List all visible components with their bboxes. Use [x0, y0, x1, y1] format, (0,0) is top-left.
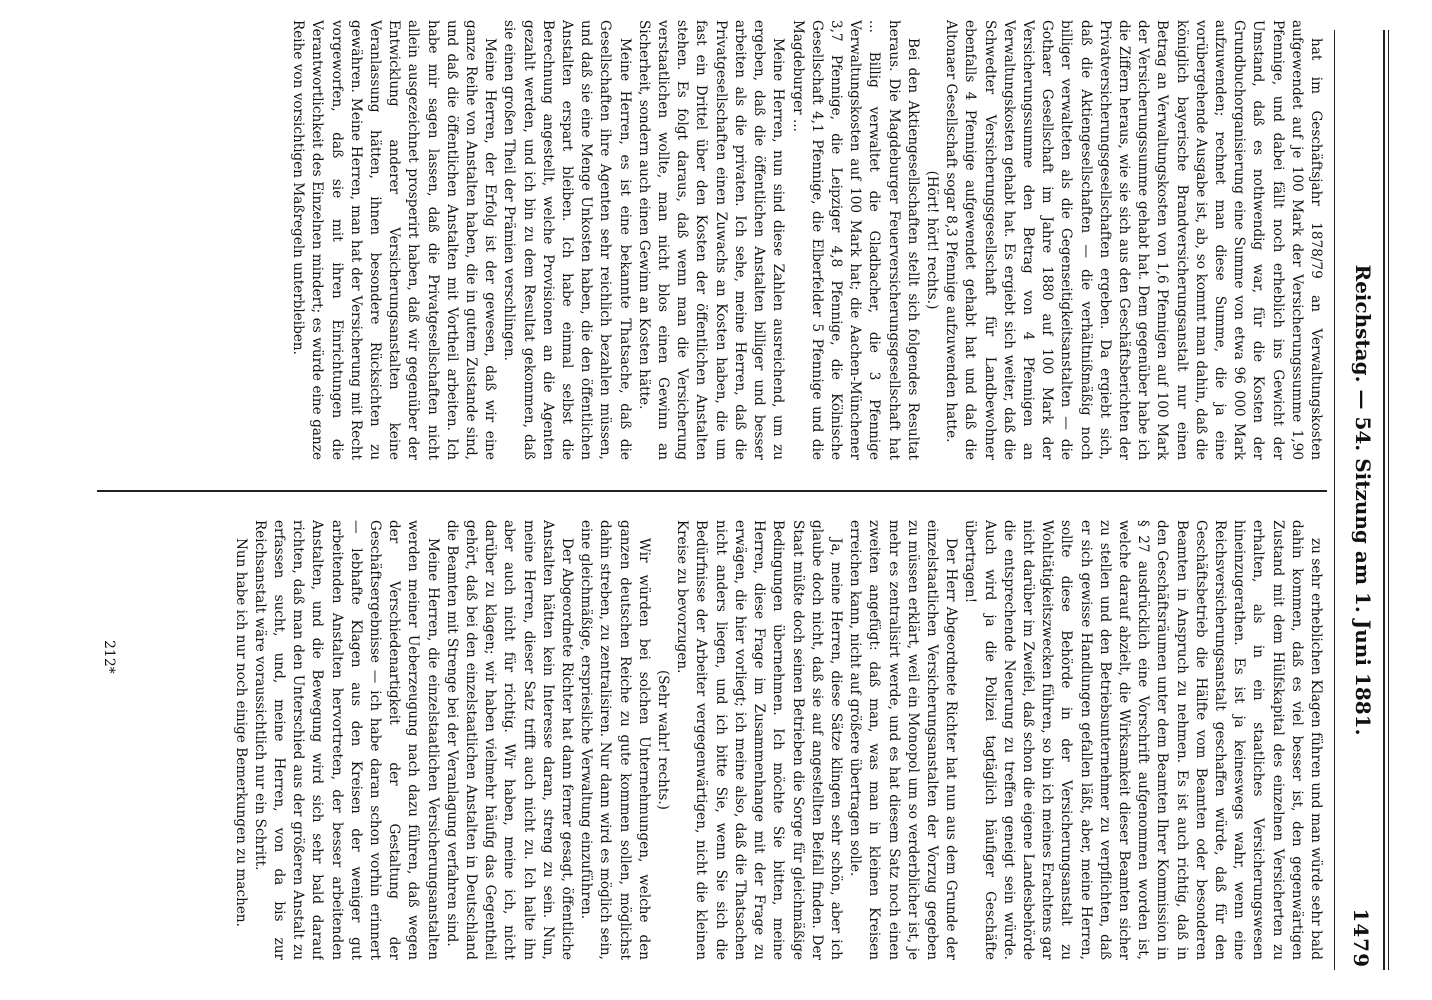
paragraph: Wir würden bei solchen Unternehmungen, welche den ganzen deutschen Reiche zu gute kommen sollen, möglichst dahin streben, zu zentralisiren. Nur dann wird es möglich sein, eine gleichmäßige, erspriesliche Verwaltung einzuführen. [578, 520, 652, 960]
column-divider [97, 490, 1327, 492]
paragraph: zu sehr erheblichen Klagen führen und man würde sehr bald dahin kommen, daß es viel besser ist, den gegenwärtigen Zustand mit dem Hülfskapital des einzelnen Versicherten zu erhalten, als in ein staatliches Versicherungswesen hineinzugerathen. Es ist ja keineswegs wahr, wenn eine Reichsversicherungsanstalt geschaffen würde, daß für den Geschäftsbetrieb die Hälfte vom Beamten oder besonderen Beamten in Anspruch zu nehmen. Es ist auch richtig, daß in den Geschäftsräumen unter dem Beamten Ihrer Kommission in § 27 ausdrücklich eine Vorschrift aufgenommen worden ist, welche darauf abzielt, die Wirksamkeit dieser Beamten sicher zu stellen und den Betriebsunternehmer zu verpflichten, daß er sich gewisse Handlungen gefallen läßt, aber, meine Herren, sollte diese Behörde in der Versicherungsanstalt zu Wohltätigkeitszwecken führen, so bin ich meines Erachtens gar nicht darüber im Zweifel, daß schon die eigene Landesbehörde die entsprechende Neuerung zu treffen geneigt sein würde. Auch wird ja die Polizei tagtäglich häufiger Geschäfte übertragen! [962, 520, 1324, 960]
paragraph: Ja, meine Herren, diese Sätze klingen sehr schön, aber ich glaube doch nicht, daß sie auf angestellten Beifall finden. Der Staat müßte doch seinen Betrieben die Sorge für gleichmäßige Bedingungen übernehmen. Ich möchte Sie bitten, meine Herren, diese Frage im Zusammenhange mit der Frage zu erwägen, die hier vorliegt; ich meine also, daß die Thatsachen nicht anders liegen, und ich bitte Sie, wenn Sie sich die Bedürfnisse der Arbeiter vergegenwärtigen, nicht die kleinen Kreise zu bevorzugen. [674, 520, 844, 960]
page-number: 1479 [1349, 908, 1373, 968]
text-column-right [105, 520, 1325, 960]
signature-mark: 212* [101, 640, 117, 674]
header-underline [1334, 30, 1335, 970]
paragraph: Der Herr Abgeordnete Richter hat nun aus dem Grunde der einzelstaatlichen Versicherungsanstalten der Vorzug gegeben zu müssen erklärt, weil ein Monopol um so verderblicher ist, je mehr es zentralisirt werde, und es hat diesem Satz noch einen zweiten angefügt: daß man, was man in kleinen Kreisen erreichen kann, nicht auf größere übertragen solle. [847, 520, 960, 960]
interjection: (Sehr wahr! rechts.) [655, 670, 672, 810]
paragraph: Meine Herren, der Erfolg ist der gewesen, daß wir eine ganze Reihe von Anstalten haben, die in gutem Zustande sind, und daß die öffentlichen Anstalten mit Vortheil arbeiten. Ich habe mir sagen lassen, daß die Privatgesellschaften nicht allein ausgezeichnet prosperirt haben, daß wir gegenüber der Entwicklung anderer Versicherungsanstalten keine Veranlassung hätten, ihnen besondere Rücksichten zu gewähren. Meine Herren, man hat der Versicherung mit Recht vorgeworfen, daß sie mit ihren Einrichtungen die Verantwortlichkeit des Einzelnen mindert; es würde eine ganze Reihe von vorsichtigen Maßregeln unterbleiben. [290, 20, 499, 460]
text-column-left [105, 20, 1325, 460]
paragraph: Meine Herren, die einzelstaatlichen Versicherungsanstalten werden meiner Ueberzeugung nach dazu führen, daß wegen der Verschiedenartigkeit der Gestaltung der Geschäftsergebnisse — ich habe daran schon vorhin erinnert — lebhafte Klagen aus den Kreisen der weniger gut arbeitenden Anstalten hervortreten, der besser arbeitenden Anstalten, und die Bewegung wird sich sehr bald darauf richten, daß man den Unterschied aus der größeren Anstalt zu erfassen sucht, und, meine Herren, von da bis zur Reichsanstalt wäre voraussichtlich nur ein Schritt. [251, 520, 441, 960]
header-rule [1388, 30, 1389, 970]
header-rule-thick [1383, 30, 1385, 970]
paragraph: hat im Geschäftsjahr 1878/79 an Verwaltungskosten aufgewendet auf je 100 Mark der Versicherungssumme 1,90 Pfennige, und dabei fällt noch erheblich ins Gewicht der Umstand, daß es nothwendig war, für die Kosten der Grundbuchorganisierung eine Summe von etwa 96 000 Mark aufzuwenden; rechnet man diese Summe, die ja eine vorübergehende Ausgabe ist, ab, so kommt man dahin, daß die königlich bayerische Brandversicherungsanstalt nur einen Betrag an Verwaltungskosten von 1,6 Pfennigen auf 100 Mark der Versicherungssumme gehabt hat. Dem gegenüber habe ich die Ziffern heraus, wie sie sich aus den Geschäftsberichten der Privatversicherungsgesellschaften ergeben. Da ergiebt sich, daß die Aktiengesellschaften — die verhältnißmäßig noch billiger verwalteten als die Gegenseitigkeitsanstalten — die Gothaer Gesellschaft im Jahre 1880 auf 100 Mark der Versicherungssumme den Betrag von 4 Pfennigen an Verwaltungskosten gehabt hat. Es ergiebt sich weiter, daß die Schwedter Versicherungsgesellschaft für Landbewohner ebenfalls 4 Pfennige aufgewendet gehabt hat und daß die Altonaer Gesellschaft sogar 8,3 Pfennige aufzuwenden hatte. [943, 20, 1324, 460]
paragraph: Bei den Aktiengesellschaften stellt sich folgendes Resultat heraus. Die Magdeburger Feuerversicherungsgesellschaft hat ... Billig verwaltet die Gladbacher, die 3 Pfennige Verwaltungskosten auf 100 Mark hat; die Aachen-Münchener 3,7 Pfennige, die Leipziger 4,8 Pfennige, die Kölnische Gesellschaft 4,1 Pfennige, die Elberfelder 5 Pfennige und die Magdeburger ... [789, 20, 921, 460]
paragraph: Der Abgeordnete Richter hat dann ferner gesagt, öffentliche Anstalten hätten kein Interesse daran, streng zu sein. Nun, meine Herren, dieser Satz trifft auch nicht zu. Ich halte ihn aber auch nicht für richtig. Wir haben, meine ich, nicht darüber zu klagen; wir haben vielmehr häufig das Gegentheil gehört, daß bei den einzelstaatlichen Anstalten in Deutschland die Beamten mit Strenge bei der Veranlagung verfahren sind. [443, 520, 576, 960]
paragraph: Nun habe ich nur noch einige Bemerkungen zu machen. [232, 538, 249, 927]
paragraph: Meine Herren, es ist eine bekannte Thatsache, daß die Gesellschaften ihre Agenten sehr reichlich bezahlen müssen, und daß sie eine Menge Unkosten haben, die den öffentlichen Anstalten erspart bleiben. Ich habe einmal selbst die Berechnung angestellt, welche Provisionen an die Agenten gezahlt werden, und ich bin zu dem Resultat gekommen, daß sie einen großen Theil der Prämien verschlingen. [501, 20, 633, 460]
paragraph: Meine Herren, nun sind diese Zahlen ausreichend, um zu ergeben, daß die öffentlichen Anstalten billiger und besser arbeiten als die privaten. Ich sehe, meine Herren, daß die Privatgesellschaften einen Zuwachs an Kosten haben, die um fast ein Drittel über den Kosten der öffentlichen Anstalten stehen. Es folgt daraus, daß wenn man die Versicherung verstaatlichen wollte, man nicht blos einen Gewinn an Sicherheit, sondern auch einen Gewinn an Kosten hätte. [635, 20, 787, 460]
page-header [1341, 0, 1375, 1000]
running-title: Reichstag. — 54. Sitzung am 1. Juni 1881. [1351, 264, 1375, 736]
interjection: (Hört! hört! rechts.) [923, 170, 940, 310]
